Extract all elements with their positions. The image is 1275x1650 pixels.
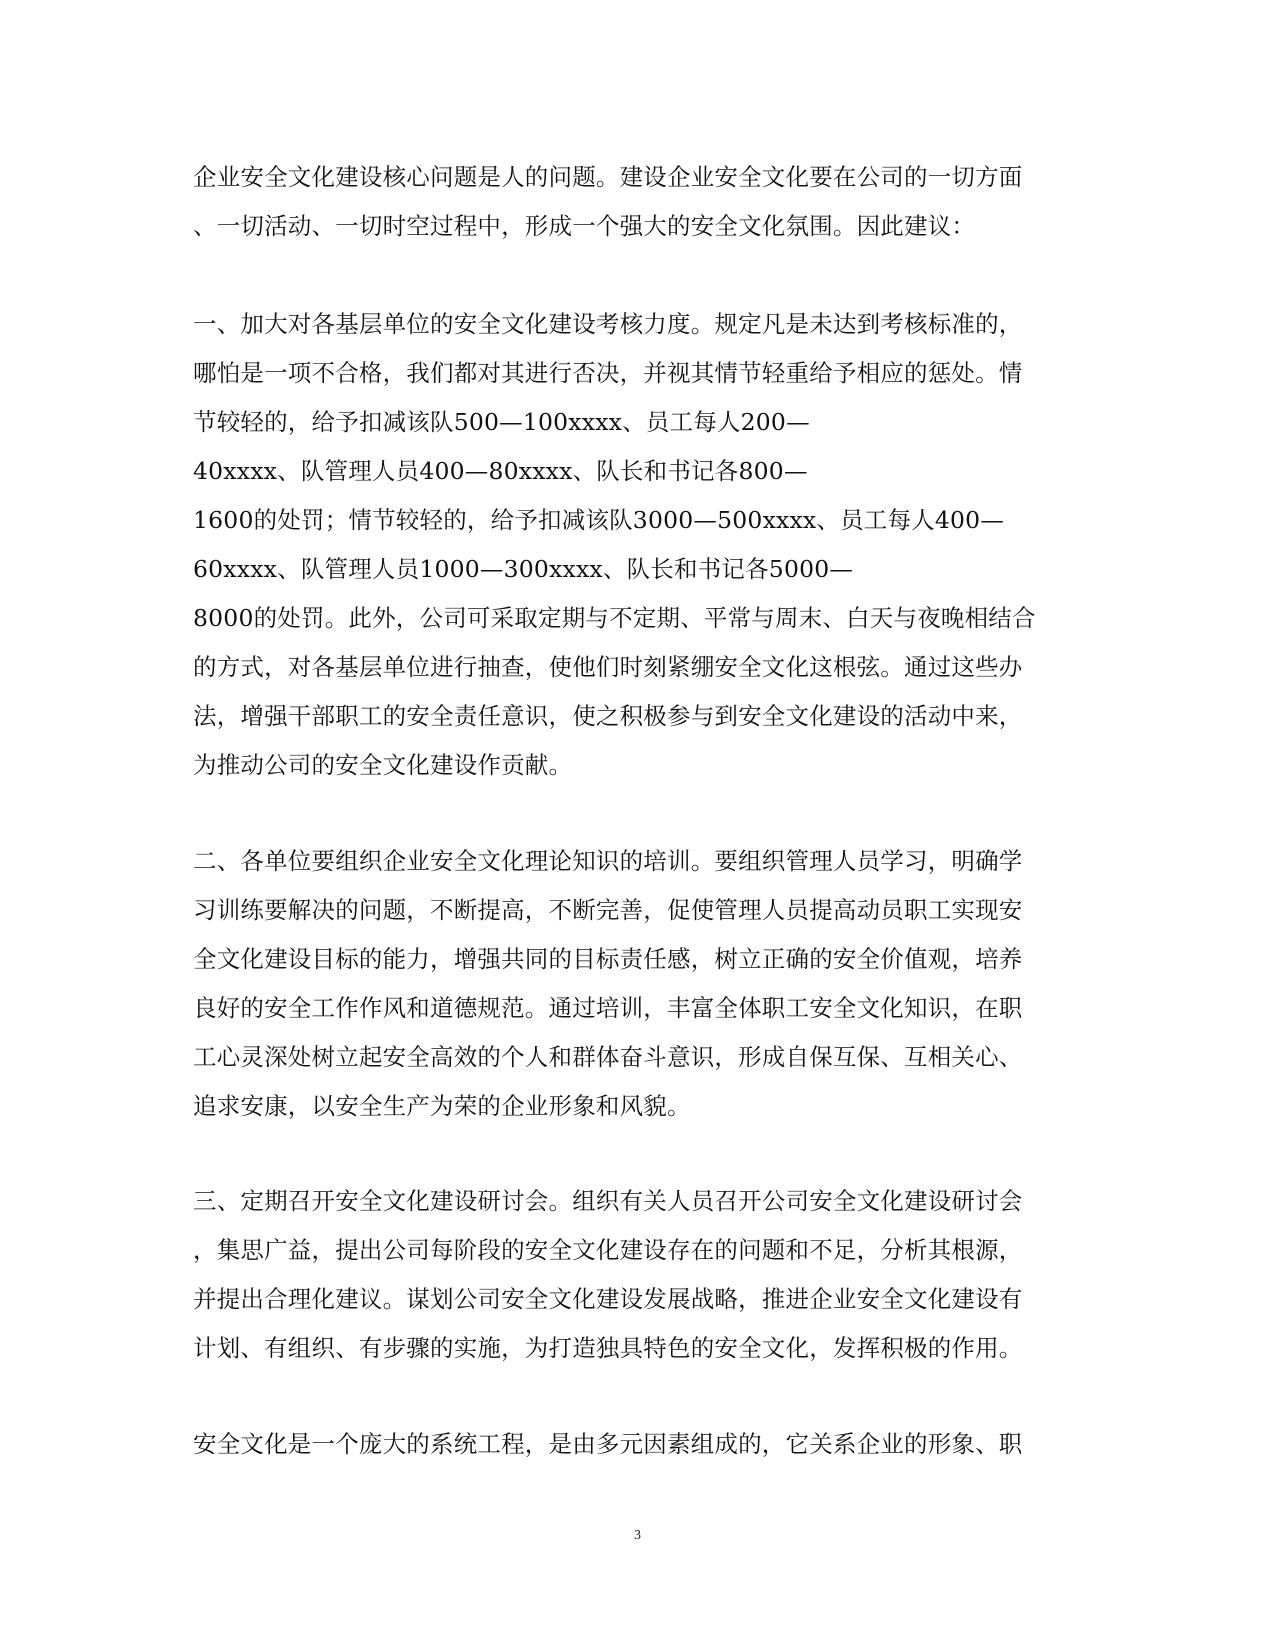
text-line: 8000的处罚。此外，公司可采取定期与不定期、平常与周末、白天与夜晚相结合	[193, 604, 1036, 632]
text-line: 追求安康，以安全生产为荣的企业形象和风貌。	[193, 1092, 691, 1120]
text-line: 节较轻的，给予扣减该队500—100xxxx、员工每人200—	[193, 408, 810, 436]
text-line: 二、各单位要组织企业安全文化理论知识的培训。要组织管理人员学习，明确学	[193, 847, 1023, 875]
text-line: 企业安全文化建设核心问题是人的问题。建设企业安全文化要在公司的一切方面	[193, 163, 1023, 191]
text-line: 法，增强干部职工的安全责任意识，使之积极参与到安全文化建设的活动中来，	[193, 702, 1023, 730]
text-line: 、一切活动、一切时空过程中，形成一个强大的安全文化氛围。因此建议：	[193, 212, 976, 240]
text-line: 一、加大对各基层单位的安全文化建设考核力度。规定凡是未达到考核标准的，	[193, 310, 1023, 338]
paragraph-conclusion	[193, 1420, 1073, 1469]
text-line: 60xxxx、队管理人员1000—300xxxx、队长和书记各5000—	[193, 555, 854, 583]
text-line: 的方式，对各基层单位进行抽查，使他们时刻紧绷安全文化这根弦。通过这些办	[193, 653, 1023, 681]
text-line: 并提出合理化建议。谋划公司安全文化建设发展战略，推进企业安全文化建设有	[193, 1285, 1023, 1313]
text-line: 良好的安全工作作风和道德规范。通过培训，丰富全体职工安全文化知识，在职	[193, 994, 1023, 1022]
text-line: 工心灵深处树立起安全高效的个人和群体奋斗意识，形成自保互保、互相关心、	[193, 1043, 1023, 1071]
text-line: 1600的处罚；情节较轻的，给予扣减该队3000—500xxxx、员工每人400—	[193, 506, 1005, 534]
page-number: 3	[634, 1528, 641, 1543]
text-line: 习训练要解决的问题，不断提高，不断完善，促使管理人员提高动员职工实现安	[193, 896, 1023, 924]
paragraph-item-three	[193, 1177, 1073, 1373]
text-line: ，集思广益，提出公司每阶段的安全文化建设存在的问题和不足，分析其根源，	[193, 1236, 1023, 1264]
text-line: 为推动公司的安全文化建设作贡献。	[193, 751, 573, 779]
text-line: 计划、有组织、有步骤的实施，为打造独具特色的安全文化，发挥积极的作用。	[193, 1334, 1023, 1362]
text-line: 安全文化是一个庞大的系统工程，是由多元因素组成的，它关系企业的形象、职	[193, 1430, 1023, 1458]
text-line: 40xxxx、队管理人员400—80xxxx、队长和书记各800—	[193, 457, 808, 485]
paragraph-item-one	[193, 300, 1073, 790]
text-line: 哪怕是一项不合格，我们都对其进行否决，并视其情节轻重给予相应的惩处。情	[193, 359, 1023, 387]
text-line: 三、定期召开安全文化建设研讨会。组织有关人员召开公司安全文化建设研讨会	[193, 1187, 1023, 1215]
text-line: 全文化建设目标的能力，增强共同的目标责任感，树立正确的安全价值观，培养	[193, 945, 1023, 973]
paragraph-item-two	[193, 837, 1073, 1131]
paragraph-intro	[193, 153, 1073, 251]
